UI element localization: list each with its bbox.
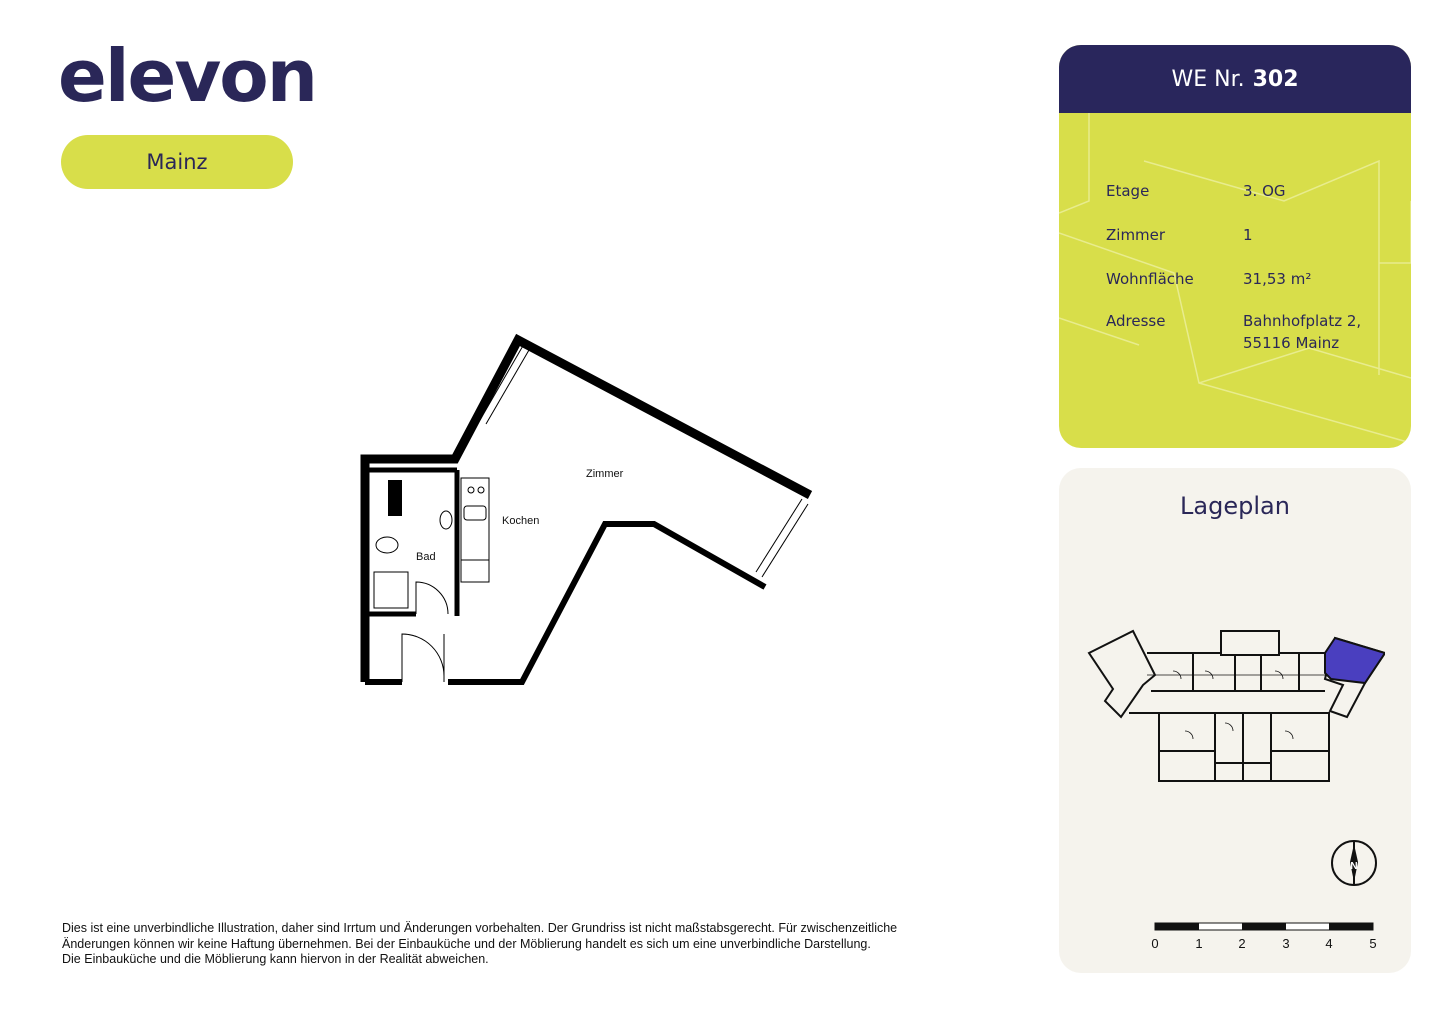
unit-number: 302 bbox=[1252, 66, 1299, 92]
detail-value: 1 bbox=[1243, 226, 1253, 244]
detail-row-zimmer bbox=[1106, 224, 1396, 246]
detail-label: Wohnfläche bbox=[1106, 270, 1194, 288]
site-plan-title: Lageplan bbox=[1180, 492, 1290, 520]
site-plan-card bbox=[1059, 468, 1411, 973]
disclaimer-line: Änderungen können wir keine Haftung übernehmen. Bei der Einbauküche und der Möblierung handelt es sich um eine unverbindliche Darstellung. bbox=[62, 936, 871, 951]
scale-label: 2 bbox=[1238, 936, 1246, 951]
disclaimer bbox=[62, 921, 962, 968]
unit-title bbox=[1059, 45, 1411, 113]
unit-title-prefix: WE Nr. bbox=[1171, 66, 1245, 92]
detail-row-adresse bbox=[1106, 310, 1396, 354]
floor-plan-walls bbox=[365, 340, 810, 682]
scale-label: 1 bbox=[1195, 936, 1203, 951]
north-label: N bbox=[1350, 861, 1358, 872]
detail-value: 31,53 m² bbox=[1243, 270, 1312, 288]
scale-bar bbox=[1151, 920, 1381, 954]
floor-plan bbox=[340, 320, 840, 710]
scale-label: 0 bbox=[1151, 936, 1159, 951]
detail-value: 3. OG bbox=[1243, 182, 1286, 200]
unit-info-card bbox=[1059, 45, 1411, 448]
disclaimer-line: Die Einbauküche und die Möblierung kann hiervon in der Realität abweichen. bbox=[62, 952, 489, 966]
brand-logo: elevon bbox=[58, 34, 316, 118]
room-label-bad: Bad bbox=[416, 551, 436, 563]
scale-label: 4 bbox=[1325, 936, 1333, 951]
detail-value: Bahnhofplatz 2, 55116 Mainz bbox=[1243, 312, 1362, 352]
room-label-zimmer: Zimmer bbox=[586, 468, 624, 480]
disclaimer-line: Dies ist eine unverbindliche Illustration, daher sind Irrtum und Änderungen vorbehalten. Der Grundriss ist nicht maßstabsgerecht. Für zwischenzeitliche bbox=[62, 921, 898, 935]
scale-label: 5 bbox=[1369, 936, 1377, 951]
site-plan-highlight-unit bbox=[1325, 638, 1385, 683]
detail-label: Etage bbox=[1106, 182, 1150, 200]
detail-label: Zimmer bbox=[1106, 226, 1166, 244]
north-arrow-icon bbox=[1329, 838, 1379, 888]
detail-row-wohnflaeche bbox=[1106, 268, 1396, 290]
detail-label: Adresse bbox=[1106, 312, 1166, 330]
scale-label: 3 bbox=[1282, 936, 1290, 951]
unit-details bbox=[1106, 180, 1396, 376]
bath-shelf bbox=[388, 480, 402, 516]
room-label-kochen: Kochen bbox=[502, 515, 540, 527]
city-badge: Mainz bbox=[61, 135, 293, 189]
detail-row-etage bbox=[1106, 180, 1396, 202]
site-plan-drawing bbox=[1085, 623, 1385, 788]
